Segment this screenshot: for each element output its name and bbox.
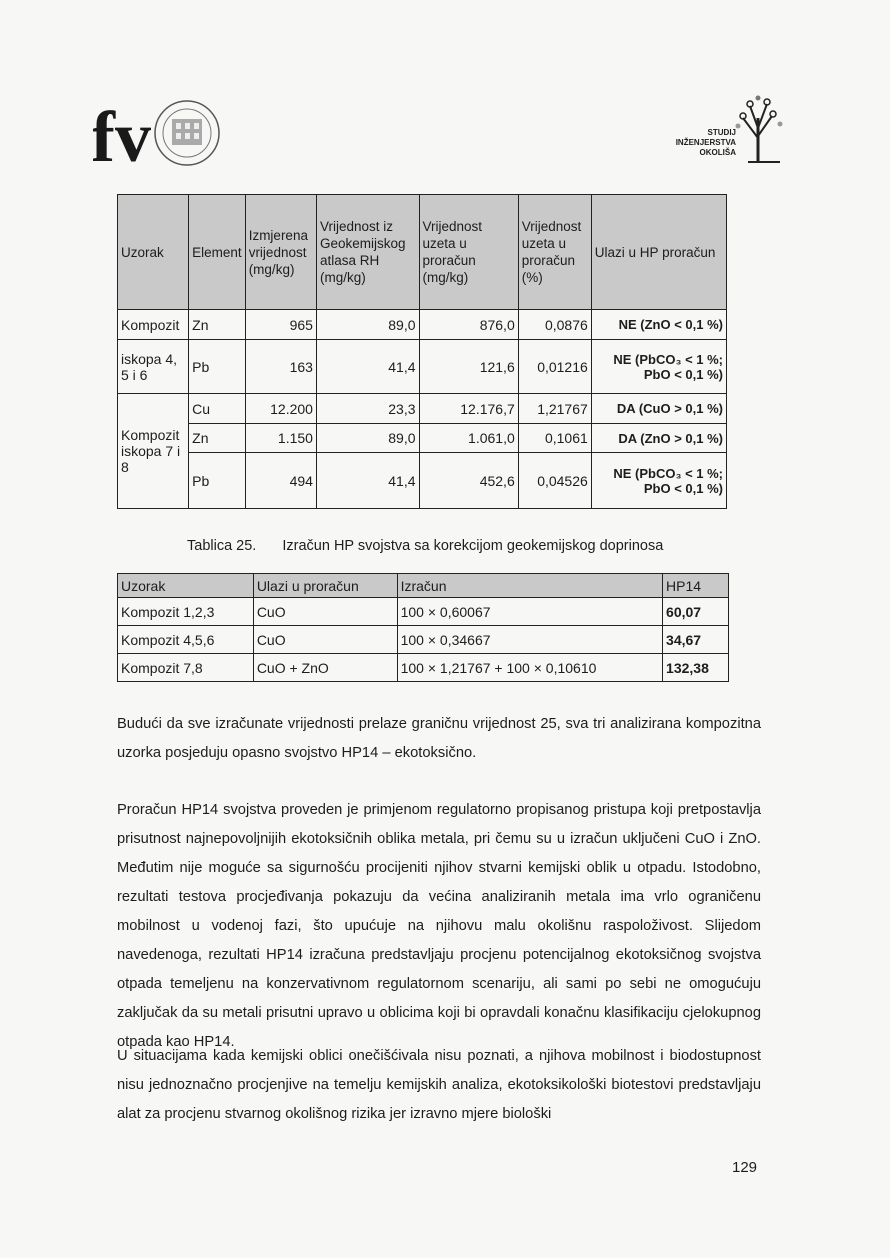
cell-measured: 12.200 bbox=[245, 394, 316, 424]
cell-used-value: 876,0 bbox=[419, 310, 518, 340]
table-row bbox=[118, 598, 729, 626]
cell-hp14: 132,38 bbox=[663, 654, 729, 682]
cell-hp14: 60,07 bbox=[663, 598, 729, 626]
cell-sample: Kompozit iskopa 7 i 8 bbox=[118, 394, 189, 509]
cell-used-percent: 1,21767 bbox=[518, 394, 591, 424]
cell-atlas: 41,4 bbox=[316, 453, 419, 509]
cell-atlas: 89,0 bbox=[316, 424, 419, 453]
logo-line-2: INŽENJERSTVA bbox=[675, 138, 736, 147]
cell-element: Pb bbox=[189, 453, 246, 509]
table-row bbox=[118, 394, 727, 424]
table-row bbox=[118, 626, 729, 654]
table-row bbox=[118, 424, 727, 453]
caption-label: Tablica 25. bbox=[187, 538, 257, 554]
paragraph-biotests: U situacijama kada kemijski oblici onečišćivala nisu poznati, a njihova mobilnost i biodostupnost nisu jednoznačno procjenjive na temelju kemijskih analiza, ekotoksikološki biotestovi predstavljaju alat za procjenu stvarnog okolišnog rizika jer izravno mjere biološki bbox=[117, 1048, 761, 1122]
cell-hp-input: NE (PbCO₃ < 1 %; PbO < 0,1 %) bbox=[591, 453, 726, 509]
table-row bbox=[118, 654, 729, 682]
cell-element: Cu bbox=[189, 394, 246, 424]
col-header-used-value: Vrijednost uzeta u proračun (mg/kg) bbox=[419, 195, 518, 310]
cell-hp-input: DA (ZnO > 0,1 %) bbox=[591, 424, 726, 453]
table-row bbox=[118, 310, 727, 340]
cell-calculation: 100 × 1,21767 + 100 × 0,10610 bbox=[397, 654, 662, 682]
faculty-logo bbox=[93, 93, 243, 173]
cell-included: CuO bbox=[253, 598, 397, 626]
cell-hp14: 34,67 bbox=[663, 626, 729, 654]
cell-used-value: 12.176,7 bbox=[419, 394, 518, 424]
col-header-hp14: HP14 bbox=[663, 574, 729, 598]
cell-calculation: 100 × 0,34667 bbox=[397, 626, 662, 654]
hp14-calculation-table bbox=[117, 573, 729, 682]
cell-calculation: 100 × 0,60067 bbox=[397, 598, 662, 626]
cell-used-value: 121,6 bbox=[419, 340, 518, 394]
cell-measured: 1.150 bbox=[245, 424, 316, 453]
col-header-atlas: Vrijednost iz Geokemijskog atlasa RH (mg/kg) bbox=[316, 195, 419, 310]
col-header-used-percent: Vrijednost uzeta u proračun (%) bbox=[518, 195, 591, 310]
col-header-element: Element bbox=[189, 195, 246, 310]
col-header-sample: Uzorak bbox=[118, 574, 254, 598]
table-row bbox=[118, 340, 727, 394]
paragraph-hp14-method: Proračun HP14 svojstva proveden je primjenom regulatorno propisanog pristupa koji pretpostavlja prisutnost najnepovoljnijih ekotoksičnih oblika metala, pri čemu su u izračun uključeni CuO i ZnO. Međutim nije moguće sa sigurnošću procijeniti njihov stvarni kemijski oblik u otpadu. Istodobno, rezultati testova procjeđivanja pokazuju da većina analiziranih metala ima vrlo ograničenu mobilnost u vodenoj fazi, što upućuje na njihovu malu okolišnu raspoloživost. Slijedom navedenoga, rezultati HP14 izračuna predstavljaju procjenu potencijalnog ekotoksičnog svojstva otpada temeljenu na konzervativnom regulatornom scenariju, ali sami po sebi ne omogućuju zaključak da su metali prisutni upravo u oblicima koji bi opravdali konačnu klasifikaciju cjelokupnog otpada kao HP14. bbox=[117, 802, 761, 1050]
table-caption bbox=[187, 538, 663, 554]
cell-atlas: 23,3 bbox=[316, 394, 419, 424]
cell-hp-input: NE (ZnO < 0,1 %) bbox=[591, 310, 726, 340]
cell-measured: 494 bbox=[245, 453, 316, 509]
cell-sample: Kompozit bbox=[118, 310, 189, 340]
cell-used-percent: 0,0876 bbox=[518, 310, 591, 340]
cell-used-percent: 0,04526 bbox=[518, 453, 591, 509]
cell-element: Pb bbox=[189, 340, 246, 394]
cell-used-percent: 0,1061 bbox=[518, 424, 591, 453]
col-header-measured: Izmjerena vrijednost (mg/kg) bbox=[245, 195, 316, 310]
col-header-calculation: Izračun bbox=[397, 574, 662, 598]
caption-text: Izračun HP svojstva sa korekcijom geokemijskog doprinosa bbox=[282, 538, 664, 554]
geochemical-correction-table bbox=[117, 194, 727, 509]
study-programme-logo bbox=[640, 88, 790, 168]
cell-used-percent: 0,01216 bbox=[518, 340, 591, 394]
cell-atlas: 89,0 bbox=[316, 310, 419, 340]
col-header-included: Ulazi u proračun bbox=[253, 574, 397, 598]
cell-sample: iskopa 4, 5 i 6 bbox=[118, 340, 189, 394]
cell-atlas: 41,4 bbox=[316, 340, 419, 394]
cell-included: CuO bbox=[253, 626, 397, 654]
col-header-sample: Uzorak bbox=[118, 195, 189, 310]
cell-included: CuO + ZnO bbox=[253, 654, 397, 682]
cell-sample: Kompozit 7,8 bbox=[118, 654, 254, 682]
cell-used-value: 452,6 bbox=[419, 453, 518, 509]
table-row bbox=[118, 453, 727, 509]
svg-text:fv: fv bbox=[93, 97, 151, 173]
table-header-row bbox=[118, 195, 727, 310]
page-number: 129 bbox=[732, 1159, 758, 1176]
logo-line-3: OKOLIŠA bbox=[699, 148, 736, 157]
cell-sample: Kompozit 4,5,6 bbox=[118, 626, 254, 654]
table-header-row bbox=[118, 574, 729, 598]
cell-measured: 965 bbox=[245, 310, 316, 340]
cell-sample: Kompozit 1,2,3 bbox=[118, 598, 254, 626]
cell-measured: 163 bbox=[245, 340, 316, 394]
cell-element: Zn bbox=[189, 424, 246, 453]
cell-used-value: 1.061,0 bbox=[419, 424, 518, 453]
col-header-hp-input: Ulazi u HP proračun bbox=[591, 195, 726, 310]
cell-hp-input: NE (PbCO₃ < 1 %; PbO < 0,1 %) bbox=[591, 340, 726, 394]
cell-element: Zn bbox=[189, 310, 246, 340]
paragraph-conclusion: Budući da sve izračunate vrijednosti prelaze graničnu vrijednost 25, sva tri analizirana kompozitna uzorka posjeduju opasno svojstvo HP14 – ekotoksično. bbox=[117, 716, 761, 761]
cell-hp-input: DA (CuO > 0,1 %) bbox=[591, 394, 726, 424]
logo-line-1: STUDIJ bbox=[707, 128, 736, 137]
